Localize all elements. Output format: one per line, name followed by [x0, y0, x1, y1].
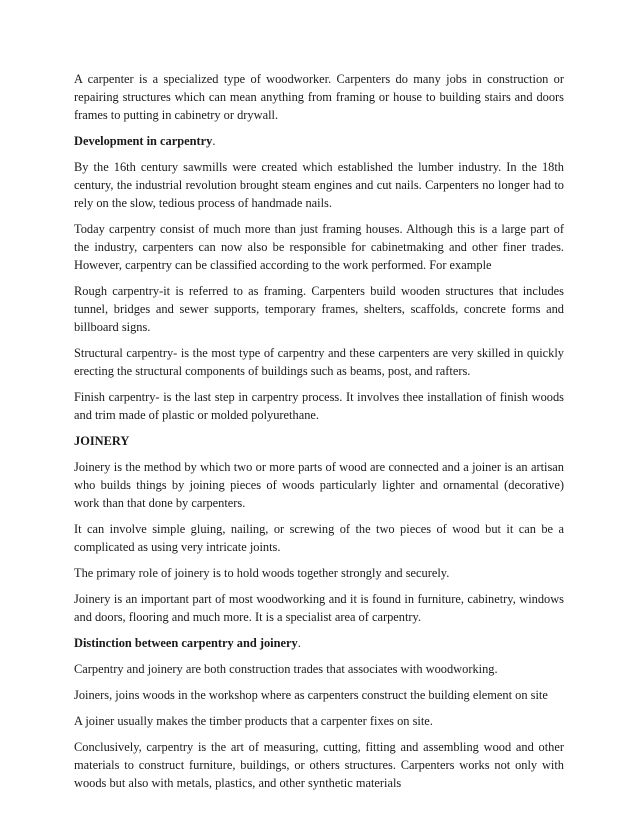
paragraph-finish-carpentry: Finish carpentry- is the last step in carpentry process. It involves thee installation of finish woods and trim made of plastic or molded polyurethane. [74, 390, 564, 422]
heading-distinction [74, 634, 564, 652]
heading-text: Distinction between carpentry and joinery [74, 636, 298, 650]
heading-punctuation: . [297, 636, 301, 650]
paragraph-joiners-workshop: Joiners, joins woods in the workshop where as carpenters construct the building element on site [74, 688, 548, 702]
paragraph-rough-carpentry: Rough carpentry-it is referred to as framing. Carpenters build wooden structures that includes tunnel, bridges and sewer supports, temporary frames, shelters, scaffolds, concrete forms and billboard signs. [74, 284, 564, 334]
heading-text: JOINERY [74, 434, 130, 448]
heading-development-in-carpentry [74, 132, 564, 150]
paragraph-joinery-gluing: It can involve simple gluing, nailing, or screwing of the two pieces of wood but it can be a complicated as using very intricate joints. [74, 522, 564, 554]
document-page [74, 70, 564, 800]
paragraph-construction-trades: Carpentry and joinery are both construction trades that associates with woodworking. [74, 662, 498, 676]
paragraph-16th-century: By the 16th century sawmills were created which established the lumber industry. In the 18th century, the industrial revolution brought steam engines and cut nails. Carpenters no longer had to rely on the slow, tedious process of handmade nails. [74, 160, 564, 210]
paragraph-joiner-timber: A joiner usually makes the timber products that a carpenter fixes on site. [74, 714, 433, 728]
paragraph-today-carpentry: Today carpentry consist of much more than just framing houses. Although this is a large part of the industry, carpenters can now also be responsible for cabinetmaking and other finer trades. However, carpentry can be classified according to the work performed. For example [74, 222, 564, 272]
paragraph-conclusion: Conclusively, carpentry is the art of measuring, cutting, fitting and assembling wood and other materials to construct furniture, buildings, or others structures. Carpenters works not only with woods but also with metals, plastics, and other synthetic materials [74, 740, 564, 790]
paragraph-joinery-primary-role: The primary role of joinery is to hold woods together strongly and securely. [74, 566, 450, 580]
heading-punctuation: . [212, 134, 216, 148]
paragraph-structural-carpentry: Structural carpentry- is the most type of carpentry and these carpenters are very skilled in quickly erecting the structural components of buildings such as beams, post, and rafters. [74, 346, 564, 378]
paragraph-joinery-method: Joinery is the method by which two or more parts of wood are connected and a joiner is an artisan who builds things by joining pieces of woods particularly lighter and ornamental (decorative) work than that done by carpenters. [74, 460, 564, 510]
heading-text: Development in carpentry [74, 134, 213, 148]
paragraph-joinery-importance: Joinery is an important part of most woodworking and it is found in furniture, cabinetry, windows and doors, flooring and much more. It is a specialist area of carpentry. [74, 592, 564, 624]
heading-joinery [74, 432, 564, 450]
paragraph-carpenter-intro: A carpenter is a specialized type of woodworker. Carpenters do many jobs in construction or repairing structures which can mean anything from framing or house to building stairs and doors frames to putting in cabinetry or drywall. [74, 72, 564, 122]
